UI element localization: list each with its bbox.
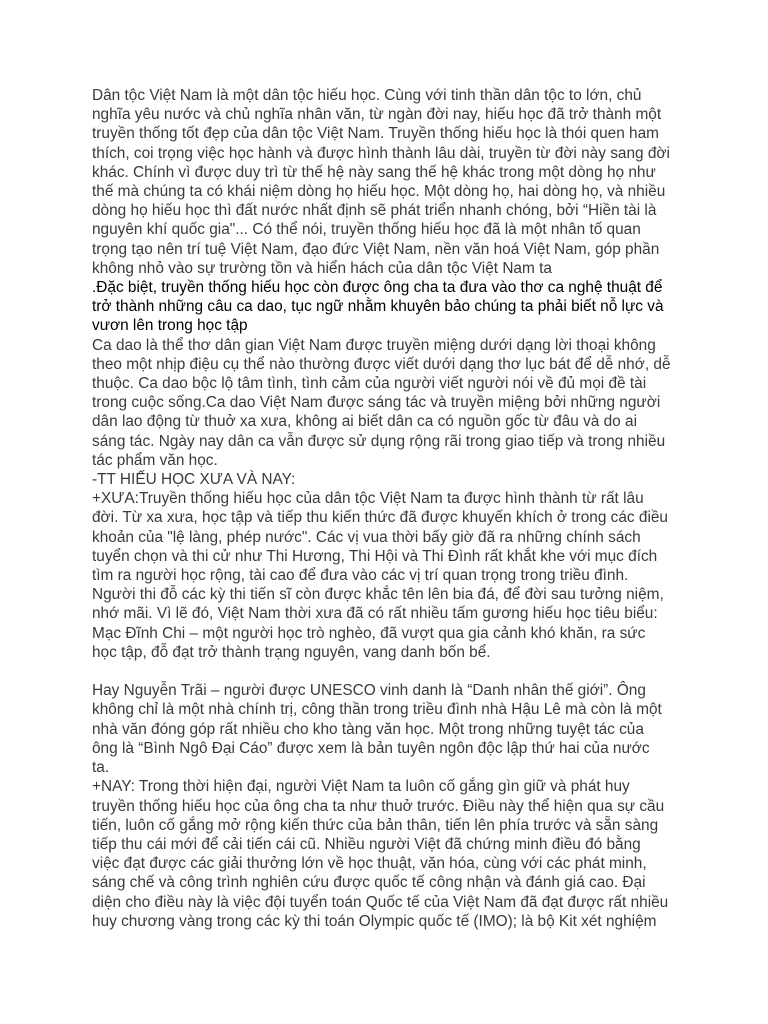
paragraph-gap xyxy=(92,662,728,681)
text-line: tìm ra người học rộng, tài cao để đưa vào các vị trí quan trọng trong triều đình. xyxy=(92,567,629,585)
paragraph-intro xyxy=(92,86,728,278)
text-line: nhớ mãi. Vì lẽ đó, Việt Nam thời xưa đã có rất nhiều tấm gương hiếu học tiêu biểu: xyxy=(92,605,658,623)
text-line: không nhỏ vào sự trường tồn và hiển hách của dân tộc Việt Nam ta xyxy=(92,259,552,277)
paragraph-ca-dao xyxy=(92,336,728,662)
text-line: dòng họ hiếu học thì đất nước nhất định sẽ phát triển nhanh chóng, bởi “Hiền tài là xyxy=(92,202,657,220)
text-line: thế mà chúng ta có khái niệm dòng họ hiếu học. Một dòng họ, hai dòng họ, và nhiều xyxy=(92,183,666,201)
text-line: tiếp thu cái mới để cải tiến cái cũ. Nhiều người Việt đã chứng minh điều đó bằng xyxy=(92,835,641,853)
text-line: thích, coi trọng việc học hành và được hình thành lâu dài, truyền từ đời này sang đời xyxy=(92,144,670,162)
text-line: khoản của "lệ làng, phép nước". Các vị vua thời bấy giờ đã ra những chính sách xyxy=(92,528,641,546)
text-line: Mạc Đĩnh Chi – một người học trò nghèo, đã vượt qua gia cảnh khó khăn, ra sức xyxy=(92,624,646,642)
text-line: tác phẩm văn học. xyxy=(92,451,218,469)
text-line: nhà văn đóng góp rất nhiều cho kho tàng văn học. Một trong những tuyệt tác của xyxy=(92,720,644,738)
text-line: Dân tộc Việt Nam là một dân tộc hiếu học. Cùng với tinh thần dân tộc to lớn, chủ xyxy=(92,87,642,104)
text-line: truyền thống tốt đẹp của dân tộc Việt Nam. Truyền thống hiếu học là thói quen ham xyxy=(92,125,659,143)
text-line: nguyên khí quốc gia"... Có thể nói, truyền thống hiếu học đã là một nhân tố quan xyxy=(92,221,641,239)
text-line: +NAY: Trong thời hiện đại, người Việt Nam ta luôn cố gắng gìn giữ và phát huy xyxy=(92,778,630,796)
text-line: học tập, đỗ đạt trở thành trạng nguyên, vang danh bốn bể. xyxy=(92,643,491,661)
text-line: Người thi đỗ các kỳ thi tiến sĩ còn được khắc tên lên bia đá, để đời sau tưởng niệm, xyxy=(92,586,664,604)
paragraph-highlight xyxy=(92,278,728,336)
text-line: dân lao động từ thuở xa xưa, không ai biết dân ca có nguồn gốc từ đâu và do ai xyxy=(92,413,637,431)
text-line: trong cuộc sống.Ca dao Việt Nam được sáng tác và truyền miệng bởi những người xyxy=(92,394,661,412)
paragraph-nguyen-trai xyxy=(92,681,728,931)
text-line: Ca dao là thể thơ dân gian Việt Nam được truyền miệng dưới dạng lời thoại không xyxy=(92,336,656,354)
text-line: ta. xyxy=(92,759,110,777)
text-line: huy chương vàng trong các kỳ thi toán Olympic quốc tế (IMO); là bộ Kit xét nghiệm xyxy=(92,912,657,930)
highlight-line: trở thành những câu ca dao, tục ngữ nhằm khuyên bảo chúng ta phải biết nỗ lực và xyxy=(92,298,664,316)
text-line: sáng chế và công trình nghiên cứu được quốc tế công nhận và đánh giá cao. Đại xyxy=(92,874,646,892)
text-line: đời. Từ xa xưa, học tập và tiếp thu kiến thức đã được khuyến khích ở trong các điều xyxy=(92,509,668,527)
section-heading: -TT HIẾU HỌC XƯA VÀ NAY: xyxy=(92,471,296,489)
text-line: +XƯA:Truyền thống hiếu học của dân tộc Việt Nam ta được hình thành từ rất lâu xyxy=(92,490,644,508)
text-line: trọng tạo nên trí tuệ Việt Nam, đạo đức Việt Nam, nền văn hoá Việt Nam, góp phần xyxy=(92,240,660,258)
text-line: tuyển chọn và thi cử như Thi Hương, Thi Hội và Thi Đình rất khắt khe với mục đích xyxy=(92,547,658,565)
text-line: theo một nhịp điệu cụ thể nào thường được viết dưới dạng thơ lục bát để dễ nhớ, dễ xyxy=(92,355,671,373)
highlight-line: vươn lên trong học tập xyxy=(92,317,248,335)
text-line: truyền thống hiếu học của ông cha ta như thuở trước. Điều này thể hiện qua sự cầu xyxy=(92,797,665,815)
text-line: diện cho điều này là việc đội tuyển toán Quốc tế của Việt Nam đã đạt được rất nhiều xyxy=(92,893,669,911)
text-line: sáng tác. Ngày nay dân ca vẫn được sử dụng rộng rãi trong giao tiếp và trong nhiều xyxy=(92,432,666,450)
text-line: việc đạt được các giải thưởng lớn về học thuật, văn hóa, cùng với các phát minh, xyxy=(92,855,647,873)
text-line: thuộc. Ca dao bộc lộ tâm tình, tình cảm của người viết người nói về đủ mọi đề tài xyxy=(92,375,647,393)
text-line: khác. Chính vì được duy trì từ thế hệ này sang thế hệ khác trong một dòng họ như xyxy=(92,163,656,181)
text-line: Hay Nguyễn Trãi – người được UNESCO vinh danh là “Danh nhân thế giới”. Ông xyxy=(92,682,646,700)
text-line: ông là “Bình Ngô Đại Cáo” được xem là bản tuyên ngôn độc lập thứ hai của nước xyxy=(92,739,650,757)
text-line: không chỉ là một nhà chính trị, công thần trong triều đình nhà Hậu Lê mà còn là một xyxy=(92,701,662,719)
text-line: tiến, luôn cố gắng mở rộng kiến thức của bản thân, tiến lên phía trước và sẵn sàng xyxy=(92,816,659,834)
text-line: nghĩa yêu nước và chủ nghĩa nhân văn, từ ngàn đời nay, hiếu học đã trở thành một xyxy=(92,106,662,124)
highlight-line: .Đặc biệt, truyền thống hiếu học còn được ông cha ta đưa vào thơ ca nghệ thuật để xyxy=(92,279,663,297)
